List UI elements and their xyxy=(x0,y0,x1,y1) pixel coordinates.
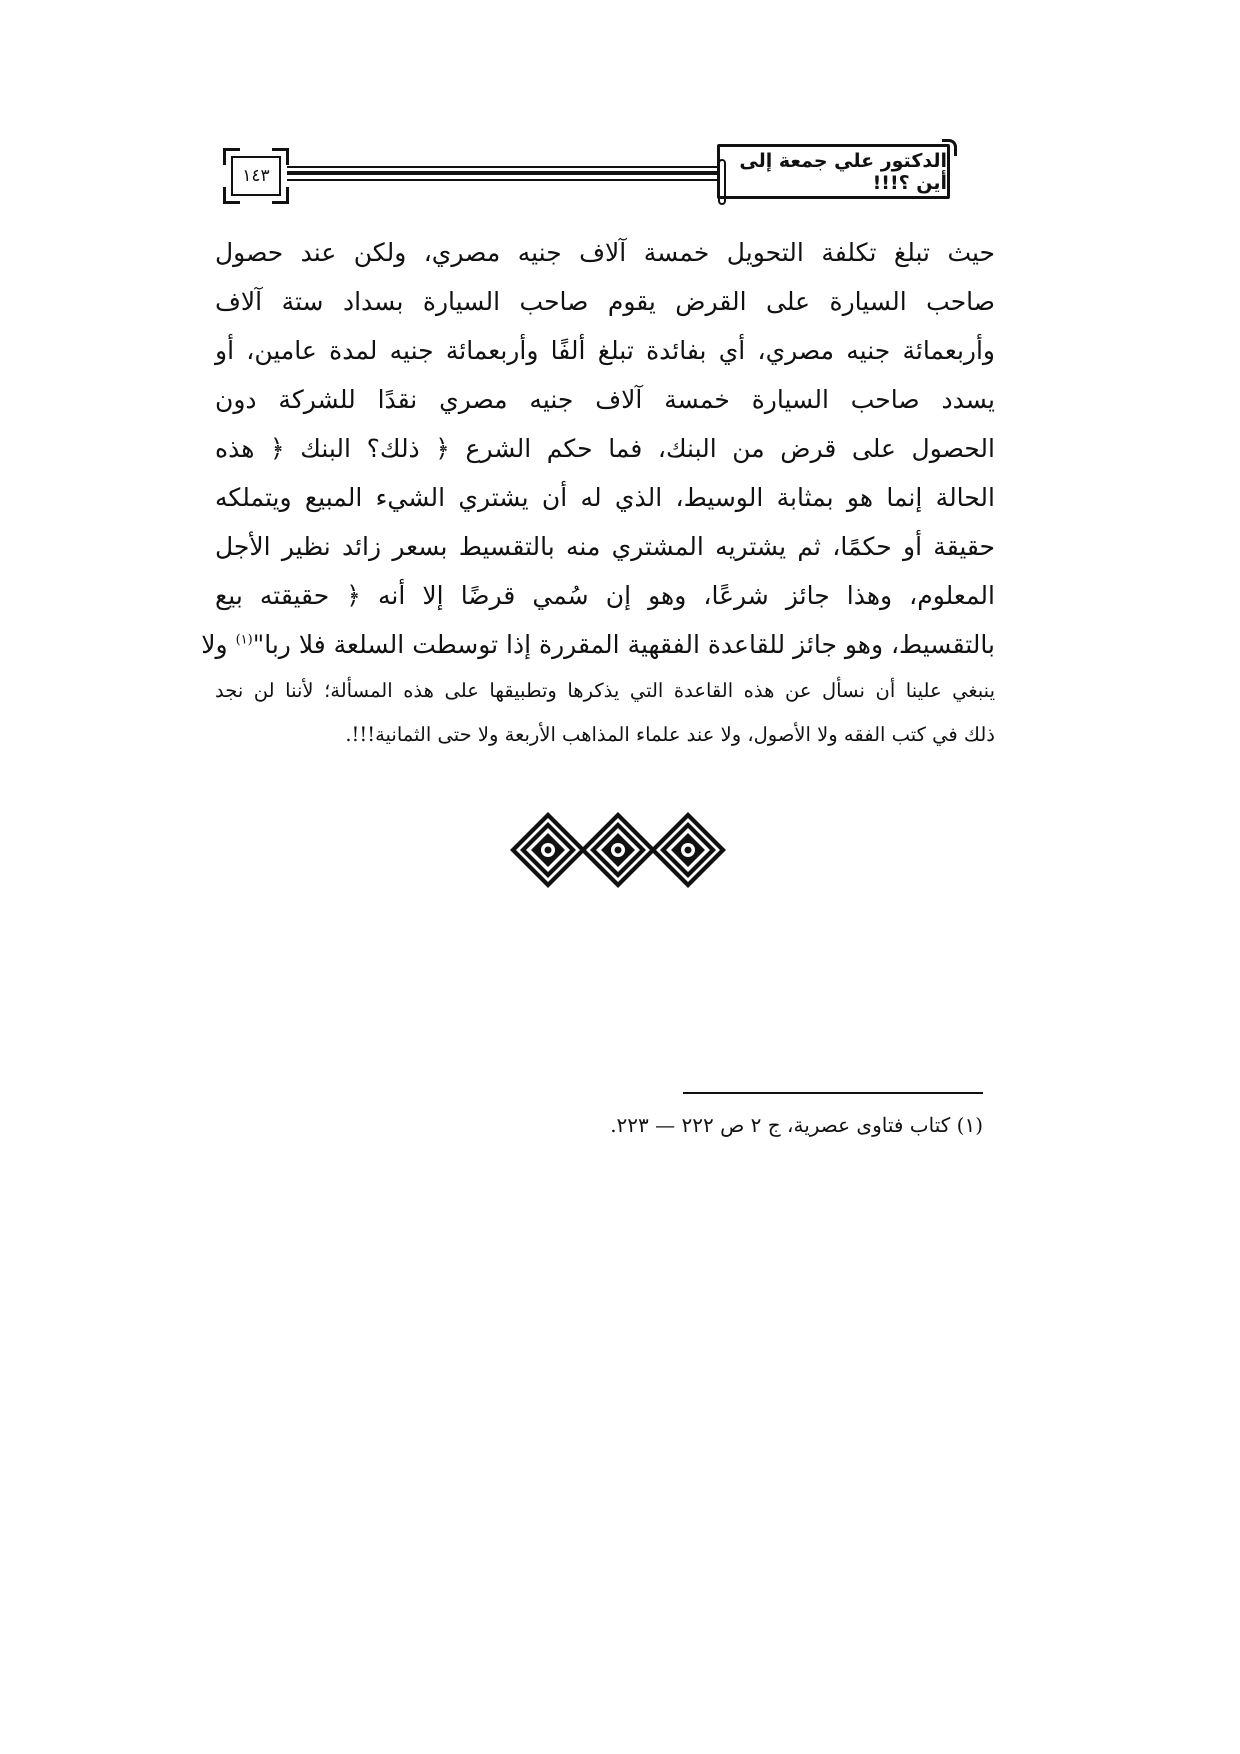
body-line-text: بالتقسيط، وهو جائز للقاعدة الفقهية المقررة إذا توسطت السلعة فلا ربا" xyxy=(252,630,995,659)
header-rule xyxy=(287,171,719,175)
body-line: يسدد صاحب السيارة خمسة آلاف جنيه مصري نقدًا للشركة دون xyxy=(215,385,995,414)
section-divider-ornament xyxy=(508,810,728,890)
body-line: وأربعمائة جنيه مصري، أي بفائدة تبلغ ألفًا وأربعمائة جنيه لمدة عامين، أو xyxy=(215,336,995,365)
diamond-ornament-icon xyxy=(580,812,656,888)
body-line: حقيقة أو حكمًا، ثم يشتريه المشتري منه بالتقسيط بسعر زائد نظير الأجل xyxy=(215,532,995,561)
footnote: (١) كتاب فتاوى عصرية، ج ٢ ص ٢٢٢ — ٢٢٣. xyxy=(610,1113,983,1137)
body-line: صاحب السيارة على القرض يقوم صاحب السيارة بسداد ستة آلاف xyxy=(215,287,995,316)
body-line: المعلوم، وهذا جائز شرعًا، وهو إن سُمي قرضًا إلا أنه ﴿ حقيقته بيع xyxy=(215,581,995,610)
diamond-ornament-icon xyxy=(510,812,586,888)
header-rule xyxy=(287,179,719,181)
body-line: حيث تبلغ تكلفة التحويل خمسة آلاف جنيه مصري، ولكن عند حصول xyxy=(215,238,995,267)
header-rule xyxy=(287,166,719,168)
diamond-ornament-icon xyxy=(650,812,726,888)
body-line: ينبغي علينا أن نسأل عن هذه القاعدة التي يذكرها وتطبيقها على هذه المسألة؛ لأننا لن نجد xyxy=(215,679,995,702)
body-paragraph xyxy=(201,228,995,757)
footnote-separator xyxy=(683,1092,983,1094)
page-number-frame xyxy=(223,148,289,204)
body-line: ذلك في كتب الفقه ولا الأصول، ولا عند علماء المذاهب الأربعة ولا حتى الثمانية!!!. xyxy=(345,723,995,746)
running-header-title xyxy=(717,144,950,199)
footnote-reference: (١) xyxy=(235,632,253,648)
body-line-tail: ولا xyxy=(201,630,228,659)
header-title-text: الدكتور علي جمعة إلى أين ؟!!! xyxy=(739,149,947,194)
page-number: ١٤٣ xyxy=(242,166,270,186)
body-line: الحالة إنما هو بمثابة الوسيط، الذي له أن يشتري الشيء المبيع ويتملكه xyxy=(215,483,995,512)
body-line: الحصول على قرض من البنك، فما حكم الشرع ﴿ ذلك؟ البنك ﴿ هذه xyxy=(215,434,995,463)
body-line-with-footnote xyxy=(201,620,995,669)
